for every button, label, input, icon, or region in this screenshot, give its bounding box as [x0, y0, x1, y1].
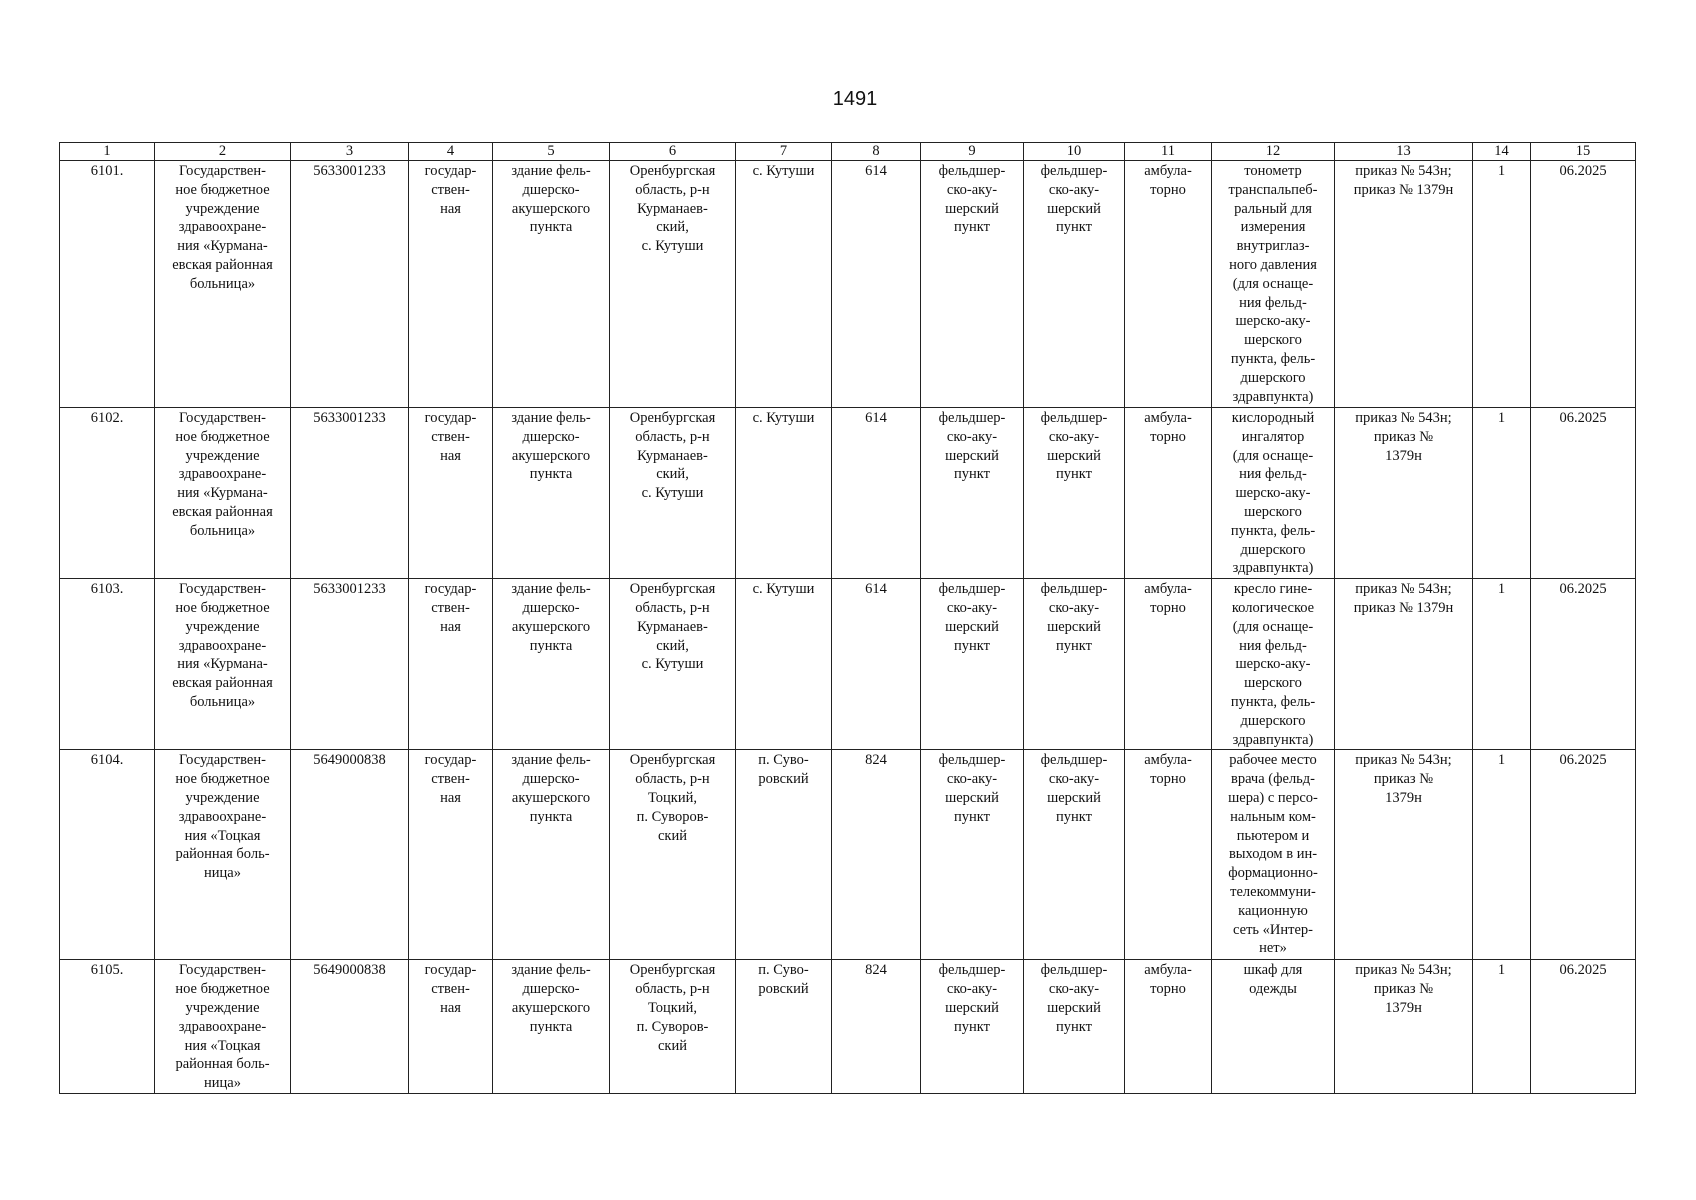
equipment-name: кислородный ингалятор (для оснаще- ния фельд- шерско-аку- шерского пункта, фель- дшерского здравпункта) — [1212, 408, 1335, 579]
column-number: 8 — [832, 143, 921, 161]
quantity: 1 — [1473, 750, 1531, 960]
column-number: 14 — [1473, 143, 1531, 161]
inn: 5633001233 — [291, 408, 409, 579]
address: Оренбургская область, р-н Тоцкий, п. Суворов- ский — [610, 960, 736, 1094]
column-number: 11 — [1125, 143, 1212, 161]
regulatory-order: приказ № 543н; приказ № 1379н — [1335, 408, 1473, 579]
row-number: 6105. — [60, 960, 155, 1094]
column-number: 13 — [1335, 143, 1473, 161]
due-date: 06.2025 — [1531, 750, 1636, 960]
unit-subtype: фельдшер- ско-аку- шерский пункт — [1024, 960, 1125, 1094]
table-row — [60, 408, 1636, 579]
due-date: 06.2025 — [1531, 408, 1636, 579]
care-condition: амбула- торно — [1125, 750, 1212, 960]
locality: п. Суво- ровский — [736, 750, 832, 960]
header-row — [60, 143, 1636, 161]
care-condition: амбула- торно — [1125, 161, 1212, 408]
building-type: здание фель- дшерско- акушерского пункта — [493, 960, 610, 1094]
organization-name: Государствен- ное бюджетное учреждение здравоохране- ния «Курмана- евская районная больница» — [155, 408, 291, 579]
column-number: 10 — [1024, 143, 1125, 161]
column-number: 9 — [921, 143, 1024, 161]
organization-name: Государствен- ное бюджетное учреждение здравоохране- ния «Тоцкая районная боль- ница» — [155, 960, 291, 1094]
table-row — [60, 960, 1636, 1094]
table-row — [60, 579, 1636, 750]
building-type: здание фель- дшерско- акушерского пункта — [493, 161, 610, 408]
ownership-form: государ- ствен- ная — [409, 408, 493, 579]
regulatory-order: приказ № 543н; приказ № 1379н — [1335, 161, 1473, 408]
care-condition: амбула- торно — [1125, 960, 1212, 1094]
locality: с. Кутуши — [736, 161, 832, 408]
regulatory-order: приказ № 543н; приказ № 1379н — [1335, 750, 1473, 960]
unit-type: фельдшер- ско-аку- шерский пункт — [921, 579, 1024, 750]
unit-subtype: фельдшер- ско-аку- шерский пункт — [1024, 408, 1125, 579]
row-number: 6101. — [60, 161, 155, 408]
due-date: 06.2025 — [1531, 161, 1636, 408]
row-number: 6102. — [60, 408, 155, 579]
inn: 5633001233 — [291, 161, 409, 408]
column-number: 7 — [736, 143, 832, 161]
unit-type: фельдшер- ско-аку- шерский пункт — [921, 408, 1024, 579]
due-date: 06.2025 — [1531, 579, 1636, 750]
organization-name: Государствен- ное бюджетное учреждение здравоохране- ния «Курмана- евская районная больница» — [155, 579, 291, 750]
unit-subtype: фельдшер- ско-аку- шерский пункт — [1024, 161, 1125, 408]
population: 614 — [832, 161, 921, 408]
column-number: 1 — [60, 143, 155, 161]
ownership-form: государ- ствен- ная — [409, 161, 493, 408]
address: Оренбургская область, р-н Курманаев- ский, с. Кутуши — [610, 408, 736, 579]
regulatory-order: приказ № 543н; приказ № 1379н — [1335, 579, 1473, 750]
registry-table — [59, 142, 1636, 1094]
column-number: 12 — [1212, 143, 1335, 161]
quantity: 1 — [1473, 579, 1531, 750]
organization-name: Государствен- ное бюджетное учреждение здравоохране- ния «Тоцкая районная боль- ница» — [155, 750, 291, 960]
quantity: 1 — [1473, 960, 1531, 1094]
quantity: 1 — [1473, 408, 1531, 579]
locality: с. Кутуши — [736, 579, 832, 750]
unit-type: фельдшер- ско-аку- шерский пункт — [921, 161, 1024, 408]
ownership-form: государ- ствен- ная — [409, 750, 493, 960]
unit-subtype: фельдшер- ско-аку- шерский пункт — [1024, 750, 1125, 960]
population: 824 — [832, 960, 921, 1094]
building-type: здание фель- дшерско- акушерского пункта — [493, 408, 610, 579]
ownership-form: государ- ствен- ная — [409, 960, 493, 1094]
locality: с. Кутуши — [736, 408, 832, 579]
equipment-name: рабочее место врача (фельд- шера) с персо- нальным ком- пьютером и выходом в ин- формационно- телекоммуни- кационную сеть «Интер- нет» — [1212, 750, 1335, 960]
inn: 5633001233 — [291, 579, 409, 750]
row-number: 6103. — [60, 579, 155, 750]
equipment-name: кресло гине- кологическое (для оснаще- ния фельд- шерско-аку- шерского пункта, фель- дшерского здравпункта) — [1212, 579, 1335, 750]
table-body — [60, 161, 1636, 1094]
row-number: 6104. — [60, 750, 155, 960]
unit-type: фельдшер- ско-аку- шерский пункт — [921, 750, 1024, 960]
unit-subtype: фельдшер- ско-аку- шерский пункт — [1024, 579, 1125, 750]
unit-type: фельдшер- ско-аку- шерский пункт — [921, 960, 1024, 1094]
equipment-name: тонометр транспальпеб- ральный для измерения внутриглаз- ного давления (для оснаще- ния фельд- шерско-аку- шерского пункта, фель- дшерского здравпункта) — [1212, 161, 1335, 408]
inn: 5649000838 — [291, 960, 409, 1094]
table-row — [60, 750, 1636, 960]
care-condition: амбула- торно — [1125, 408, 1212, 579]
address: Оренбургская область, р-н Тоцкий, п. Суворов- ский — [610, 750, 736, 960]
population: 614 — [832, 408, 921, 579]
building-type: здание фель- дшерско- акушерского пункта — [493, 750, 610, 960]
column-number: 5 — [493, 143, 610, 161]
ownership-form: государ- ствен- ная — [409, 579, 493, 750]
quantity: 1 — [1473, 161, 1531, 408]
building-type: здание фель- дшерско- акушерского пункта — [493, 579, 610, 750]
regulatory-order: приказ № 543н; приказ № 1379н — [1335, 960, 1473, 1094]
due-date: 06.2025 — [1531, 960, 1636, 1094]
column-number: 3 — [291, 143, 409, 161]
page-number: 1491 — [832, 88, 878, 110]
organization-name: Государствен- ное бюджетное учреждение здравоохране- ния «Курмана- евская районная больница» — [155, 161, 291, 408]
column-number: 4 — [409, 143, 493, 161]
table-row — [60, 161, 1636, 408]
address: Оренбургская область, р-н Курманаев- ский, с. Кутуши — [610, 161, 736, 408]
locality: п. Суво- ровский — [736, 960, 832, 1094]
population: 824 — [832, 750, 921, 960]
column-number-header — [60, 143, 1636, 161]
population: 614 — [832, 579, 921, 750]
equipment-name: шкаф для одежды — [1212, 960, 1335, 1094]
care-condition: амбула- торно — [1125, 579, 1212, 750]
column-number: 2 — [155, 143, 291, 161]
column-number: 6 — [610, 143, 736, 161]
column-number: 15 — [1531, 143, 1636, 161]
inn: 5649000838 — [291, 750, 409, 960]
address: Оренбургская область, р-н Курманаев- ский, с. Кутуши — [610, 579, 736, 750]
